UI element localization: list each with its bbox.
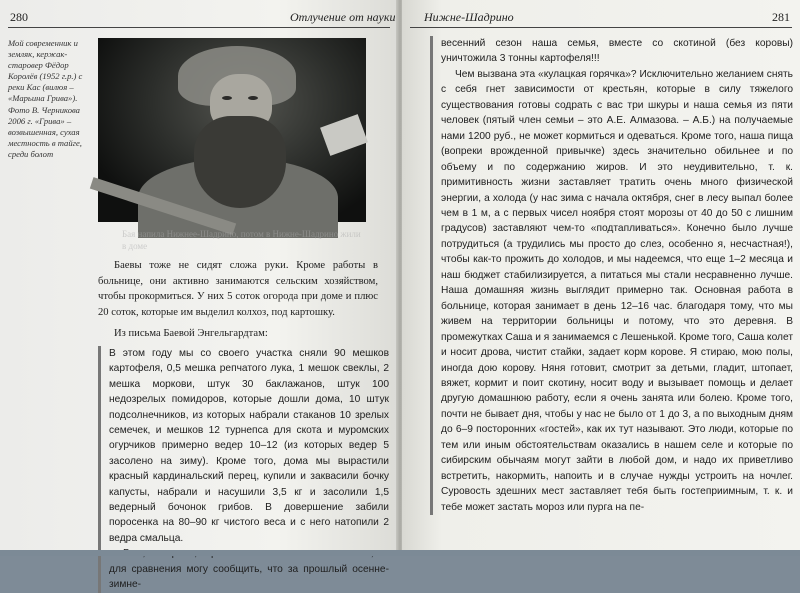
- photo-caption-text: Мой современник и земляк, кержак-старовер Фёдор Королёв (1952 г.р.) с реки Кас (вилюя – «Марьина Грива»). Фото В. Черникова 2006 г. «Грива» – возвышенная, сухая местность в тайге, среди болот: [8, 38, 83, 159]
- right-running-head-text: Нижне-Шадрино: [424, 10, 514, 24]
- right-paragraph-1: весенний сезон наша семья, вместе со скотиной (без коровы) уничтожила 3 тонны картофеля!!!: [441, 38, 793, 65]
- right-paragraph-2: Чем вызвана эта «кулацкая горячка»? Исключительно желанием снять с себя гнет зависимости от крестьян, которые в силу тяжелого существования готовы содрать с вас три шкуры и наша семья из пяти человек (пятый член семьи – это А.Е. Алмазова. – А.Б.) на получаемые нами 1200 руб., не может кормиться и одеваться. Кроме того, наша пища (вопреки врожденной привычке) здесь значительно обильнее и по объему и по содержанию жиров. И это неудивительно, т. к. примитивность жизни заставляет тратить очень много физической энергии, а холода (у нас зима с начала октября, снег в лесу выпал более чем в 1 м, а с первых чисел ноября стоят морозы от 40 до 50 с лишним градусов) заставляют чем-то «подтапливаться». Конечно было лучше потрудиться (а трудились мы просто до слез, особенно я, несчастная!), чтобы как-то прожить до холодов, и мы надеемся, что еще 1–2 месяца и наш бюджет стабилизируется, а питаться мы стали несравненно лучше. Наша домашняя жизнь выглядит примерно так. Основная работа в больнице, которая занимает в день 12–16 час. благодаря тому, что мы живем на территории больницы и потому, что это деревня. В промежутках Саша и я занимаемся с Лешенькой. Кроме того, Саша колет и носит дрова, чистит стайки, задает корм корове. Я стираю, мою полы, иногда дою корову. Няня готовит, смотрит за детьми, гладит, штопает, вяжет, кормит и поит скотину, носит воду и вызывает помощь и делает другую домашнюю работу, если я очень занята или болею. Кроме того, почти не бывает дня, чтобы у нас не было от 1 до 3, а по выходным дням до 6–9 посторонних «гостей», как их тут называют. Это люди, которые по тем или иным обстоятельствам оказались в нашем селе и которые по сибирским обычаям могут зайти в любой дом, и надо их приветливо встретить, накормить, напоить и в случае нужды устроить на ночлег. Суровость здешних мест заставляет тебя быть гостеприимным, т. к. и тебе может застать мороз или пурга на пе-: [441, 68, 793, 513]
- left-paragraph-2: Из письма Баевой Энгельгардтам:: [114, 328, 268, 340]
- left-page: [0, 0, 398, 591]
- left-header-rule: [8, 27, 390, 28]
- left-page-number: 280: [10, 10, 28, 24]
- photo-caption: [8, 38, 92, 160]
- quote-paragraph-2: для сравнения могу сообщить, что за прошлый осенне-зимне-: [109, 563, 389, 591]
- right-header-rule: [410, 27, 792, 28]
- bleed-through-text: Бая напила Нижнее-Шадрино, потом в Нижне-Шадрино жили в доме: [122, 229, 361, 251]
- quote-paragraph-1: В этом году мы со своего участка сняли 90 мешков картофеля, 0,5 мешка репчатого лука, 1 мешок свеклы, 2 мешка моркови, штук 30 баклажанов, штук 100 недозрелых помидоров, которые дошли дома, 10 штук подсолнечников, из которых набрали стаканов 10 зрелых семечек, и мешков 12 турнепса для скота и муромских огурчиков примерно ведер 10–12 (из которых ведер 5 засолено на зиму). Кроме того, дома мы вырастили красный кардинальский перец, купили и заквасили бочку капусты, набрали и насушили 3,5 кг и засолили 1,5 ведерный бочонок грибов. В довершение забили поросенка на 80–90 кг чистого веса и с него натопили 2 ведра смальца.: [109, 348, 389, 544]
- left-paragraph-1: Баевы тоже не сидят сложа руки. Кроме работы в больнице, они активно занимаются сельским хозяйством, чтобы прокормиться. У них 5 соток огорода при доме и плюс 20 соток, которые им выделил колхоз, под картошку.: [98, 260, 378, 318]
- table-edge: [0, 550, 800, 556]
- right-body-text: [430, 36, 793, 515]
- left-running-head: [290, 10, 395, 25]
- right-page-number: 281: [772, 10, 790, 24]
- portrait-photo: [98, 38, 366, 222]
- left-body-text: [98, 258, 378, 342]
- right-running-head: [424, 10, 514, 25]
- left-running-head-text: Отлучение от науки: [290, 10, 396, 24]
